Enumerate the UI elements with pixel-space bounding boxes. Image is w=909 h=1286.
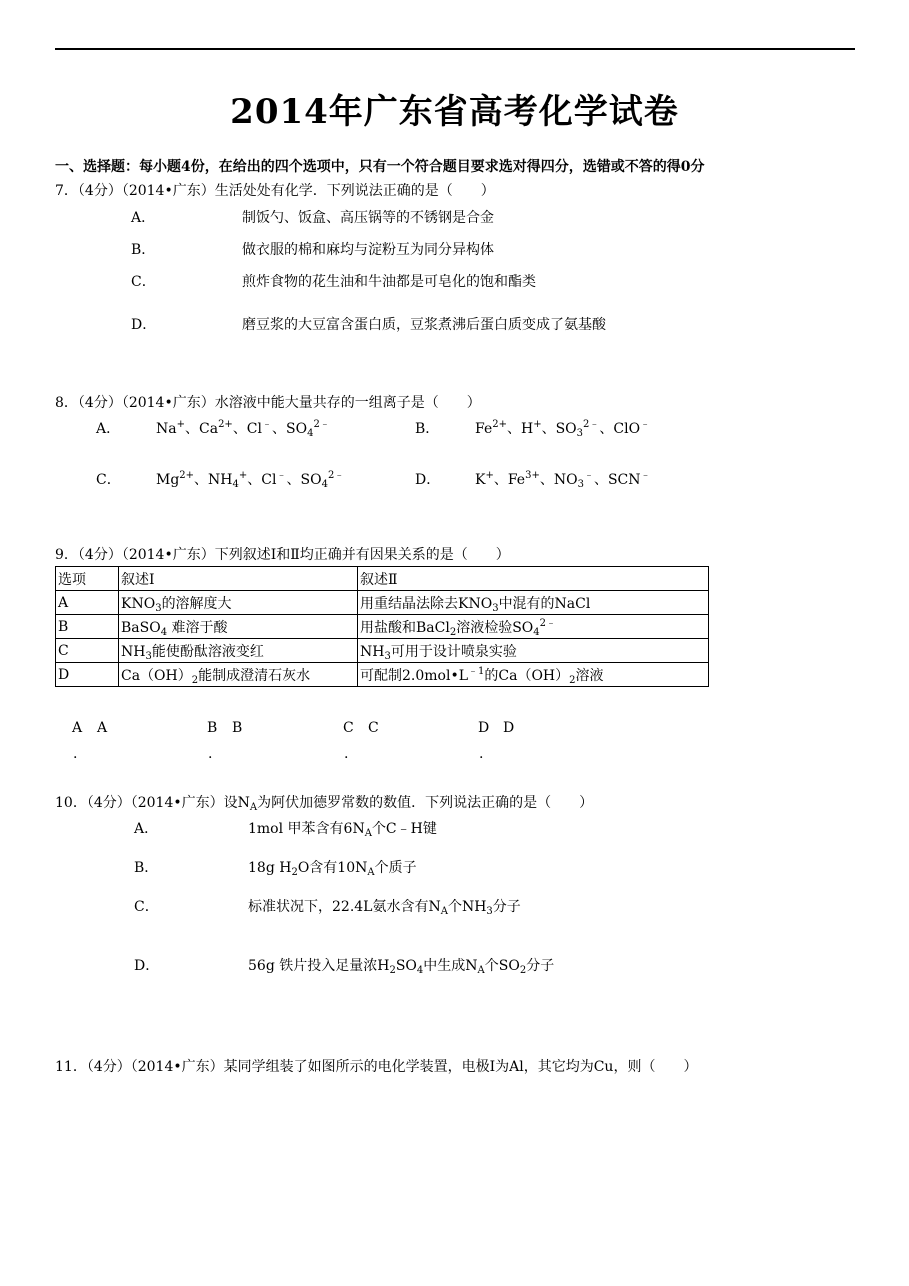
table-row [56, 567, 709, 591]
table-header-cell: 叙述Ⅱ [358, 567, 709, 591]
q8-option-d-letter: D． [415, 472, 441, 488]
table-cell: $NH_3$可用于设计喷泉实验 [358, 639, 709, 663]
q7-option-c-text: 煎炸食物的花生油和牛油都是可皂化的饱和酯类 [242, 274, 536, 290]
q10-option-a-letter: A． [134, 821, 159, 837]
table-cell: $Ca(OH)_2$能制成澄清石灰水 [119, 663, 358, 687]
q9-answer-a-letter: A [72, 720, 83, 736]
q7-option-a-text: 制饭勺、饭盒、高压锅等的不锈钢是合金 [242, 210, 494, 226]
table-row [56, 615, 709, 639]
q8-stem: 8．（4分）（2014•广东）水溶液中能大量共存的一组离子是（ ） [55, 395, 481, 411]
q8-option-b-ions: $Fe^{2+}$、H+、$SO_3^{2﹣}$、ClO﹣ [475, 419, 651, 439]
q7-option-b-letter: B． [131, 242, 156, 258]
q8-option-a-letter: A． [96, 421, 121, 437]
table-cell: 可配制$2.0mol•L^{﹣1}$的$Ca(OH)_2$溶液 [358, 663, 709, 687]
q10-option-a-text: 1mol 甲苯含有$6N_A$个C﹣H键 [248, 821, 437, 839]
q7-option-a-letter: A． [131, 210, 156, 226]
q9-answer-c-text: C [368, 720, 379, 736]
q7-option-d-letter: D． [131, 317, 157, 333]
q10-option-d-text: 56g 铁片投入足量浓$H_2SO_4$中生成$N_A$个$SO_2$分子 [248, 958, 555, 976]
q10-option-b-text: 18g $H_2O$含有$10N_A$个质子 [248, 860, 417, 878]
q8-option-c-ions: $Mg^{2+}$、$NH_4^+$、Cl﹣、$SO_4^{2﹣}$ [156, 470, 345, 490]
q9-stem: 9．（4分）（2014•广东）下列叙述Ⅰ和Ⅱ均正确并有因果关系的是（ ） [55, 547, 510, 563]
top-rule [55, 48, 855, 50]
table-cell: $KNO_3$的溶解度大 [119, 591, 358, 615]
q9-answer-c-letter: C [343, 720, 354, 736]
q7-option-c-letter: C． [131, 274, 156, 290]
q9-answer-b-letter: B [207, 720, 218, 736]
table-cell: D [56, 663, 119, 687]
table-cell: 用盐酸和BaCl$_2$溶液检验$SO_4^{2﹣}$ [358, 615, 709, 639]
q7-stem: 7．（4分）（2014•广东）生活处处有化学．下列说法正确的是（ ） [55, 183, 495, 199]
table-header-cell: 选项 [56, 567, 119, 591]
q9-answer-a-dot: . [73, 746, 78, 762]
table-row [56, 663, 709, 687]
q9-answer-a-text: A [97, 720, 108, 736]
q8-option-c-letter: C． [96, 472, 121, 488]
q8-option-a-ions: Na+、$Ca^{2+}$、Cl﹣、$SO_4^{2﹣}$ [156, 419, 330, 439]
page-title: 2014年广东省高考化学试卷 [230, 92, 679, 132]
table-cell: $NH_3$能使酚酞溶液变红 [119, 639, 358, 663]
q9-table [55, 566, 709, 687]
table-header-cell: 叙述Ⅰ [119, 567, 358, 591]
q7-option-b-text: 做衣服的棉和麻均与淀粉互为同分异构体 [242, 242, 494, 258]
table-row [56, 639, 709, 663]
q7-option-d-text: 磨豆浆的大豆富含蛋白质，豆浆煮沸后蛋白质变成了氨基酸 [242, 317, 606, 333]
q10-stem: 10．（4分）（2014•广东）设$N_A$为阿伏加德罗常数的数值．下列说法正确的是（ ） [55, 795, 594, 813]
table-cell: C [56, 639, 119, 663]
q10-option-c-text: 标准状况下，22.4L氨水含有$N_A$个$NH_3$分子 [248, 899, 521, 917]
q9-answer-d-text: D [503, 720, 515, 736]
q10-option-d-letter: D． [134, 958, 160, 974]
q9-answer-c-dot: . [344, 746, 349, 762]
q9-answer-b-dot: . [208, 746, 213, 762]
q9-answer-b-text: B [232, 720, 243, 736]
table-cell: A [56, 591, 119, 615]
q9-answer-d-letter: D [478, 720, 490, 736]
table-cell: BaSO$_4$ 难溶于酸 [119, 615, 358, 639]
section-heading: 一、选择题：每小题4份，在给出的四个选项中，只有一个符合题目要求选对得四分，选错或不答的得0分 [55, 159, 705, 175]
q8-option-d-ions: K+、$Fe^{3+}$、$NO_3^﹣$、SCN﹣ [475, 470, 651, 490]
q10-option-c-letter: C． [134, 899, 159, 915]
q9-answer-d-dot: . [479, 746, 484, 762]
q11-stem: 11．（4分）（2014•广东）某同学组装了如图所示的电化学装置，电极Ⅰ为Al，其它均为Cu，则（ ） [55, 1059, 698, 1075]
table-cell: B [56, 615, 119, 639]
q8-option-b-letter: B． [415, 421, 440, 437]
table-cell: 用重结晶法除去$KNO_3$中混有的NaCl [358, 591, 709, 615]
q10-option-b-letter: B． [134, 860, 159, 876]
table-row [56, 591, 709, 615]
